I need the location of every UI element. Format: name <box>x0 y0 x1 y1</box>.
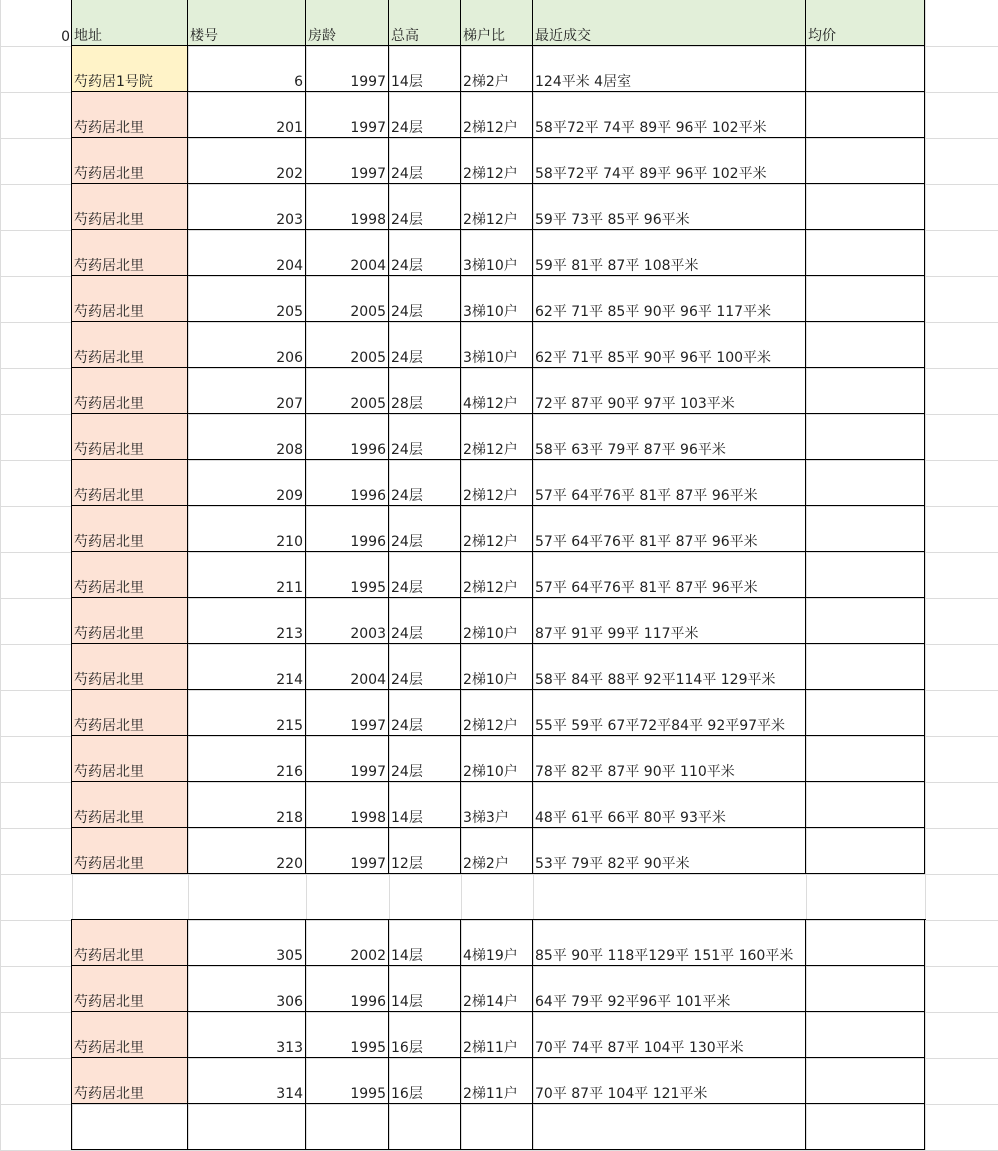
cell-building-number[interactable] <box>188 1104 306 1150</box>
cell-avg-price[interactable] <box>806 414 925 460</box>
cell-address[interactable]: 芍药居北里 <box>72 414 188 460</box>
cell-build-year[interactable]: 2003 <box>306 598 389 644</box>
cell-recent-deals[interactable]: 59平 81平 87平 108平米 <box>533 230 806 276</box>
cell-total-floors[interactable]: 24层 <box>389 552 461 598</box>
cell-building-number[interactable]: 305 <box>188 920 306 966</box>
cell-avg-price[interactable] <box>806 230 925 276</box>
cell-avg-price[interactable] <box>806 552 925 598</box>
cell-avg-price[interactable] <box>806 828 925 874</box>
cell-building-number[interactable]: 201 <box>188 92 306 138</box>
cell-avg-price[interactable] <box>806 690 925 736</box>
cell-recent-deals[interactable]: 48平 61平 66平 80平 93平米 <box>533 782 806 828</box>
cell-building-number[interactable]: 206 <box>188 322 306 368</box>
cell-build-year[interactable]: 1996 <box>306 506 389 552</box>
row-index-label: 0 <box>61 29 70 45</box>
cell-total-floors[interactable]: 24层 <box>389 92 461 138</box>
cell-total-floors[interactable]: 16层 <box>389 1058 461 1104</box>
cell-recent-deals[interactable] <box>533 1104 806 1150</box>
cell-avg-price[interactable] <box>806 184 925 230</box>
cell-avg-price[interactable] <box>806 368 925 414</box>
cell-total-floors[interactable]: 24层 <box>389 276 461 322</box>
cell-elevator-ratio[interactable]: 3梯10户 <box>461 276 533 322</box>
cell-build-year[interactable]: 1995 <box>306 552 389 598</box>
cell-address[interactable]: 芍药居北里 <box>72 828 188 874</box>
cell-total-floors[interactable]: 28层 <box>389 368 461 414</box>
cell-elevator-ratio[interactable] <box>461 1104 533 1150</box>
cell-avg-price[interactable] <box>806 920 925 966</box>
cell-building-number[interactable]: 213 <box>188 598 306 644</box>
cell-total-floors[interactable]: 24层 <box>389 460 461 506</box>
cell-building-number[interactable]: 220 <box>188 828 306 874</box>
column-header-address[interactable]: 地址 <box>72 0 188 46</box>
cell-avg-price[interactable] <box>806 1104 925 1150</box>
cell-build-year[interactable]: 1995 <box>306 1058 389 1104</box>
cell-avg-price[interactable] <box>806 1012 925 1058</box>
cell-building-number[interactable]: 218 <box>188 782 306 828</box>
cell-total-floors[interactable]: 14层 <box>389 920 461 966</box>
cell-building-number[interactable]: 208 <box>188 414 306 460</box>
cell-elevator-ratio[interactable]: 2梯10户 <box>461 736 533 782</box>
cell-build-year[interactable]: 2004 <box>306 644 389 690</box>
cell-avg-price[interactable] <box>806 782 925 828</box>
cell-avg-price[interactable] <box>806 598 925 644</box>
cell-build-year[interactable]: 1997 <box>306 92 389 138</box>
cell-total-floors[interactable]: 24层 <box>389 414 461 460</box>
cell-avg-price[interactable] <box>806 46 925 92</box>
cell-total-floors[interactable]: 24层 <box>389 736 461 782</box>
cell-avg-price[interactable] <box>806 138 925 184</box>
gridline <box>0 0 1 1151</box>
cell-elevator-ratio[interactable]: 4梯12户 <box>461 368 533 414</box>
cell-elevator-ratio[interactable]: 2梯12户 <box>461 138 533 184</box>
cell-total-floors[interactable]: 16层 <box>389 1012 461 1058</box>
cell-recent-deals[interactable]: 124平米 4居室 <box>533 46 806 92</box>
cell-building-number[interactable]: 203 <box>188 184 306 230</box>
cell-building-number[interactable]: 314 <box>188 1058 306 1104</box>
cell-address[interactable]: 芍药居北里 <box>72 230 188 276</box>
cell-total-floors[interactable]: 12层 <box>389 828 461 874</box>
cell-elevator-ratio[interactable]: 2梯12户 <box>461 690 533 736</box>
cell-building-number[interactable]: 211 <box>188 552 306 598</box>
cell-build-year[interactable]: 2005 <box>306 368 389 414</box>
cell-build-year[interactable]: 1998 <box>306 782 389 828</box>
cell-recent-deals[interactable]: 58平72平 74平 89平 96平 102平米 <box>533 138 806 184</box>
cell-elevator-ratio[interactable]: 2梯11户 <box>461 1012 533 1058</box>
cell-building-number[interactable]: 214 <box>188 644 306 690</box>
cell-recent-deals[interactable]: 64平 79平 92平96平 101平米 <box>533 966 806 1012</box>
cell-elevator-ratio[interactable]: 3梯10户 <box>461 230 533 276</box>
column-header-building-number[interactable]: 楼号 <box>188 0 306 46</box>
cell-build-year[interactable] <box>306 1104 389 1150</box>
cell-avg-price[interactable] <box>806 506 925 552</box>
cell-build-year[interactable]: 1996 <box>306 460 389 506</box>
cell-address[interactable]: 芍药居北里 <box>72 598 188 644</box>
cell-recent-deals[interactable]: 70平 87平 104平 121平米 <box>533 1058 806 1104</box>
cell-elevator-ratio[interactable]: 2梯12户 <box>461 506 533 552</box>
cell-address[interactable]: 芍药居1号院 <box>72 46 188 92</box>
cell-elevator-ratio[interactable]: 2梯10户 <box>461 598 533 644</box>
cell-elevator-ratio[interactable]: 2梯10户 <box>461 644 533 690</box>
cell-build-year[interactable]: 1998 <box>306 184 389 230</box>
cell-address[interactable]: 芍药居北里 <box>72 690 188 736</box>
cell-build-year[interactable]: 1997 <box>306 736 389 782</box>
cell-recent-deals[interactable]: 57平 64平76平 81平 87平 96平米 <box>533 506 806 552</box>
cell-build-year[interactable]: 1997 <box>306 138 389 184</box>
cell-address[interactable]: 芍药居北里 <box>72 276 188 322</box>
cell-total-floors[interactable] <box>389 1104 461 1150</box>
cell-total-floors[interactable]: 24层 <box>389 506 461 552</box>
cell-recent-deals[interactable]: 57平 64平76平 81平 87平 96平米 <box>533 460 806 506</box>
cell-address[interactable]: 芍药居北里 <box>72 184 188 230</box>
cell-elevator-ratio[interactable]: 2梯2户 <box>461 828 533 874</box>
cell-building-number[interactable]: 204 <box>188 230 306 276</box>
cell-recent-deals[interactable]: 70平 74平 87平 104平 130平米 <box>533 1012 806 1058</box>
cell-building-number[interactable]: 210 <box>188 506 306 552</box>
gridline <box>925 0 926 1151</box>
cell-avg-price[interactable] <box>806 966 925 1012</box>
cell-build-year[interactable]: 1997 <box>306 46 389 92</box>
cell-building-number[interactable]: 216 <box>188 736 306 782</box>
cell-total-floors[interactable]: 24层 <box>389 230 461 276</box>
cell-recent-deals[interactable]: 59平 73平 85平 96平米 <box>533 184 806 230</box>
cell-total-floors[interactable]: 24层 <box>389 138 461 184</box>
cell-total-floors[interactable]: 24层 <box>389 644 461 690</box>
cell-recent-deals[interactable]: 57平 64平76平 81平 87平 96平米 <box>533 552 806 598</box>
cell-total-floors[interactable]: 24层 <box>389 184 461 230</box>
cell-avg-price[interactable] <box>806 644 925 690</box>
cell-build-year[interactable]: 2002 <box>306 920 389 966</box>
cell-build-year[interactable]: 2004 <box>306 230 389 276</box>
cell-avg-price[interactable] <box>806 322 925 368</box>
cell-recent-deals[interactable]: 87平 91平 99平 117平米 <box>533 598 806 644</box>
cell-building-number[interactable]: 207 <box>188 368 306 414</box>
cell-recent-deals[interactable]: 53平 79平 82平 90平米 <box>533 828 806 874</box>
cell-elevator-ratio[interactable]: 3梯10户 <box>461 322 533 368</box>
column-header-recent-deals[interactable]: 最近成交 <box>533 0 806 46</box>
cell-total-floors[interactable]: 24层 <box>389 690 461 736</box>
cell-building-number[interactable]: 6 <box>188 46 306 92</box>
cell-elevator-ratio[interactable]: 2梯12户 <box>461 552 533 598</box>
cell-avg-price[interactable] <box>806 1058 925 1104</box>
cell-address[interactable]: 芍药居北里 <box>72 966 188 1012</box>
cell-address[interactable]: 芍药居北里 <box>72 920 188 966</box>
cell-build-year[interactable]: 1997 <box>306 690 389 736</box>
cell-recent-deals[interactable]: 62平 71平 85平 90平 96平 100平米 <box>533 322 806 368</box>
cell-building-number[interactable]: 202 <box>188 138 306 184</box>
cell-address[interactable]: 芍药居北里 <box>72 322 188 368</box>
cell-address[interactable] <box>72 1104 188 1150</box>
cell-build-year[interactable]: 1996 <box>306 414 389 460</box>
cell-recent-deals[interactable]: 58平 63平 79平 87平 96平米 <box>533 414 806 460</box>
cell-build-year[interactable]: 2005 <box>306 322 389 368</box>
cell-recent-deals[interactable]: 55平 59平 67平72平84平 92平97平米 <box>533 690 806 736</box>
cell-address[interactable]: 芍药居北里 <box>72 368 188 414</box>
cell-elevator-ratio[interactable]: 2梯11户 <box>461 1058 533 1104</box>
cell-elevator-ratio[interactable]: 2梯14户 <box>461 966 533 1012</box>
cell-recent-deals[interactable]: 58平72平 74平 89平 96平 102平米 <box>533 92 806 138</box>
cell-building-number[interactable]: 313 <box>188 1012 306 1058</box>
cell-build-year[interactable]: 1996 <box>306 966 389 1012</box>
cell-elevator-ratio[interactable]: 3梯3户 <box>461 782 533 828</box>
cell-avg-price[interactable] <box>806 460 925 506</box>
gridline <box>0 874 998 875</box>
cell-build-year[interactable]: 2005 <box>306 276 389 322</box>
cell-total-floors[interactable]: 14层 <box>389 46 461 92</box>
cell-total-floors[interactable]: 14层 <box>389 966 461 1012</box>
cell-avg-price[interactable] <box>806 276 925 322</box>
cell-total-floors[interactable]: 24层 <box>389 322 461 368</box>
cell-building-number[interactable]: 205 <box>188 276 306 322</box>
cell-address[interactable]: 芍药居北里 <box>72 782 188 828</box>
cell-address[interactable]: 芍药居北里 <box>72 460 188 506</box>
cell-recent-deals[interactable]: 62平 71平 85平 90平 96平 117平米 <box>533 276 806 322</box>
cell-address[interactable]: 芍药居北里 <box>72 138 188 184</box>
cell-elevator-ratio[interactable]: 2梯2户 <box>461 46 533 92</box>
cell-total-floors[interactable]: 24层 <box>389 598 461 644</box>
cell-address[interactable]: 芍药居北里 <box>72 1012 188 1058</box>
cell-address[interactable]: 芍药居北里 <box>72 1058 188 1104</box>
cell-elevator-ratio[interactable]: 2梯12户 <box>461 184 533 230</box>
column-header-elevator-ratio[interactable]: 梯户比 <box>461 0 533 46</box>
cell-recent-deals[interactable]: 85平 90平 118平129平 151平 160平米 <box>533 920 806 966</box>
cell-address[interactable]: 芍药居北里 <box>72 736 188 782</box>
column-header-total-floors[interactable]: 总高 <box>389 0 461 46</box>
cell-building-number[interactable]: 209 <box>188 460 306 506</box>
cell-recent-deals[interactable]: 72平 87平 90平 97平 103平米 <box>533 368 806 414</box>
cell-recent-deals[interactable]: 78平 82平 87平 90平 110平米 <box>533 736 806 782</box>
cell-building-number[interactable]: 306 <box>188 966 306 1012</box>
cell-address[interactable]: 芍药居北里 <box>72 644 188 690</box>
cell-building-number[interactable]: 215 <box>188 690 306 736</box>
cell-elevator-ratio[interactable]: 2梯12户 <box>461 460 533 506</box>
cell-address[interactable]: 芍药居北里 <box>72 92 188 138</box>
cell-build-year[interactable]: 1997 <box>306 828 389 874</box>
cell-recent-deals[interactable]: 58平 84平 88平 92平114平 129平米 <box>533 644 806 690</box>
cell-border <box>71 0 72 46</box>
cell-address[interactable]: 芍药居北里 <box>72 552 188 598</box>
cell-build-year[interactable]: 1995 <box>306 1012 389 1058</box>
cell-total-floors[interactable]: 14层 <box>389 782 461 828</box>
cell-elevator-ratio[interactable]: 2梯12户 <box>461 92 533 138</box>
column-header-avg-price[interactable]: 均价 <box>806 0 925 46</box>
cell-address[interactable]: 芍药居北里 <box>72 506 188 552</box>
cell-elevator-ratio[interactable]: 2梯12户 <box>461 414 533 460</box>
cell-avg-price[interactable] <box>806 92 925 138</box>
cell-avg-price[interactable] <box>806 736 925 782</box>
column-header-build-year[interactable]: 房龄 <box>306 0 389 46</box>
cell-elevator-ratio[interactable]: 4梯19户 <box>461 920 533 966</box>
